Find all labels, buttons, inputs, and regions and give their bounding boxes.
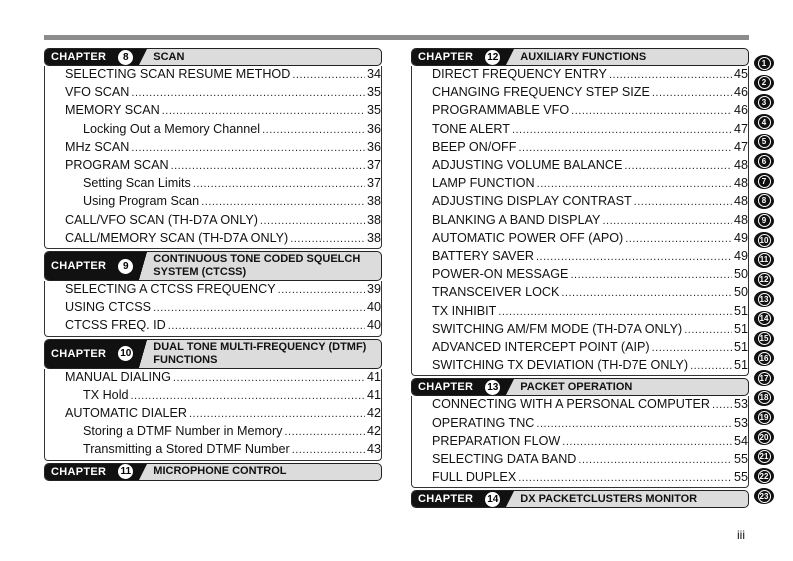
chapter-title: AUXILIARY FUNCTIONS [520,50,647,63]
chapter-tab-17[interactable]: 17 [754,370,774,386]
chapter-14-header[interactable]: CHAPTER 14 DX PACKETCLUSTERS MONITOR [411,490,749,508]
chapter-tab-8[interactable]: 8 [754,193,774,209]
toc-entry[interactable]: TRANSCEIVER LOCK ..... 50 [412,284,748,302]
chapter-tab-5[interactable]: 5 [754,134,774,150]
toc-entry[interactable]: USING CTCSS ..... 40 [45,299,381,317]
toc-subentry[interactable]: Setting Scan Limits ..... 37 [45,175,381,193]
toc-entry[interactable]: TX INHIBIT ..... 51 [412,303,748,321]
toc-left-column [44,46,382,481]
toc-entry[interactable]: AUTOMATIC DIALER ..... 42 [45,405,381,423]
chapter-tab-10[interactable]: 10 [754,232,774,248]
toc-entry[interactable]: MANUAL DIALING ..... 41 [45,369,381,387]
toc-entry[interactable]: ADVANCED INTERCEPT POINT (AIP) ..... 51 [412,339,748,357]
chapter-title: DUAL TONE MULTI-FREQUENCY (DTMF) FUNCTIONS [153,340,367,366]
chapter-tab-12[interactable]: 12 [754,272,774,288]
toc-entry[interactable]: BLANKING A BAND DISPLAY ..... 48 [412,212,748,230]
chapter-title: DX PACKETCLUSTERS MONITOR [520,492,698,505]
chapter-tab-11[interactable]: 11 [754,252,774,268]
chapter-title: CONTINUOUS TONE CODED SQUELCH SYSTEM (CTCSS) [153,253,361,279]
chapter-tab-1[interactable]: 1 [754,55,774,71]
chapter-8-header[interactable]: CHAPTER 8 SCAN [44,48,382,66]
toc-entry[interactable]: CALL/MEMORY SCAN (TH-D7A ONLY) ..... 38 [45,230,381,248]
toc-subentry[interactable]: Using Program Scan ..... 38 [45,193,381,211]
toc-subentry[interactable]: Storing a DTMF Number in Memory ..... 42 [45,423,381,441]
page-number: iii [737,528,745,542]
toc-entry[interactable]: SELECTING A CTCSS FREQUENCY ..... 39 [45,281,381,299]
chapter-tab-6[interactable]: 6 [754,153,774,169]
chapter-title: MICROPHONE CONTROL [153,465,287,478]
chapter-12-header[interactable]: CHAPTER 12 AUXILIARY FUNCTIONS [411,48,749,66]
toc-entry[interactable]: MHz SCAN ..... 36 [45,139,381,157]
toc-entry[interactable]: ADJUSTING VOLUME BALANCE ..... 48 [412,157,748,175]
chapter-tab-9[interactable]: 9 [754,213,774,229]
toc-entry[interactable]: BEEP ON/OFF ..... 47 [412,139,748,157]
toc-subentry[interactable]: TX Hold ..... 41 [45,387,381,405]
toc-right-column [411,46,749,508]
chapter-tab-index [754,55,776,508]
toc-entry[interactable]: SELECTING SCAN RESUME METHOD ..... 34 [45,66,381,84]
chapter-tab-21[interactable]: 21 [754,449,774,465]
chapter-12-entries [411,66,749,376]
toc-entry[interactable]: LAMP FUNCTION ..... 48 [412,175,748,193]
toc-entry[interactable]: SELECTING DATA BAND ..... 55 [412,451,748,469]
toc-entry[interactable]: CALL/VFO SCAN (TH-D7A ONLY) ..... 38 [45,212,381,230]
chapter-13-header[interactable]: CHAPTER 13 PACKET OPERATION [411,378,749,396]
toc-entry[interactable]: CHANGING FREQUENCY STEP SIZE ..... 46 [412,84,748,102]
chapter-tab-3[interactable]: 3 [754,94,774,110]
toc-entry[interactable]: ADJUSTING DISPLAY CONTRAST ..... 48 [412,193,748,211]
chapter-tab-18[interactable]: 18 [754,390,774,406]
toc-entry[interactable]: POWER-ON MESSAGE ..... 50 [412,266,748,284]
chapter-tab-14[interactable]: 14 [754,311,774,327]
toc-entry[interactable]: AUTOMATIC POWER OFF (APO) ..... 49 [412,230,748,248]
top-rule [44,35,749,40]
chapter-tab-16[interactable]: 16 [754,350,774,366]
chapter-11-header[interactable]: CHAPTER 11 MICROPHONE CONTROL [44,463,382,481]
toc-entry[interactable]: SWITCHING TX DEVIATION (TH-D7E ONLY) ..... 51 [412,357,748,375]
toc-entry[interactable]: VFO SCAN ..... 35 [45,84,381,102]
chapter-9-entries [44,281,382,337]
toc-entry[interactable]: SWITCHING AM/FM MODE (TH-D7A ONLY) ..... 51 [412,321,748,339]
toc-entry[interactable]: DIRECT FREQUENCY ENTRY ..... 45 [412,66,748,84]
chapter-title: PACKET OPERATION [520,380,633,393]
toc-entry[interactable]: FULL DUPLEX ..... 55 [412,469,748,487]
chapter-tab-4[interactable]: 4 [754,114,774,130]
chapter-title: SCAN [153,50,185,63]
toc-subentry[interactable]: Locking Out a Memory Channel ..... 36 [45,121,381,139]
chapter-13-entries [411,396,749,488]
toc-entry[interactable]: CTCSS FREQ. ID ..... 40 [45,317,381,335]
toc-entry[interactable]: OPERATING TNC ..... 53 [412,415,748,433]
chapter-tab-15[interactable]: 15 [754,331,774,347]
chapter-tab-23[interactable]: 23 [754,488,774,504]
chapter-9-header[interactable]: CHAPTER 9 CONTINUOUS TONE CODED SQUELCH SYSTEM (CTCSS) [44,251,382,281]
chapter-tab-19[interactable]: 19 [754,409,774,425]
toc-entry[interactable]: PREPARATION FLOW ..... 54 [412,433,748,451]
chapter-tab-22[interactable]: 22 [754,468,774,484]
toc-entry[interactable]: BATTERY SAVER ..... 49 [412,248,748,266]
toc-entry[interactable]: CONNECTING WITH A PERSONAL COMPUTER ..... 53 [412,396,748,414]
toc-entry[interactable]: TONE ALERT ..... 47 [412,121,748,139]
chapter-tab-7[interactable]: 7 [754,173,774,189]
chapter-10-header[interactable]: CHAPTER 10 DUAL TONE MULTI-FREQUENCY (DTMF) FUNCTIONS [44,339,382,369]
chapter-8-entries [44,66,382,249]
toc-entry[interactable]: PROGRAM SCAN ..... 37 [45,157,381,175]
toc-entry[interactable]: MEMORY SCAN ..... 35 [45,102,381,120]
chapter-tab-13[interactable]: 13 [754,291,774,307]
chapter-10-entries [44,369,382,461]
toc-entry[interactable]: PROGRAMMABLE VFO ..... 46 [412,102,748,120]
chapter-tab-20[interactable]: 20 [754,429,774,445]
toc-subentry[interactable]: Transmitting a Stored DTMF Number ..... 43 [45,441,381,459]
chapter-tab-2[interactable]: 2 [754,75,774,91]
